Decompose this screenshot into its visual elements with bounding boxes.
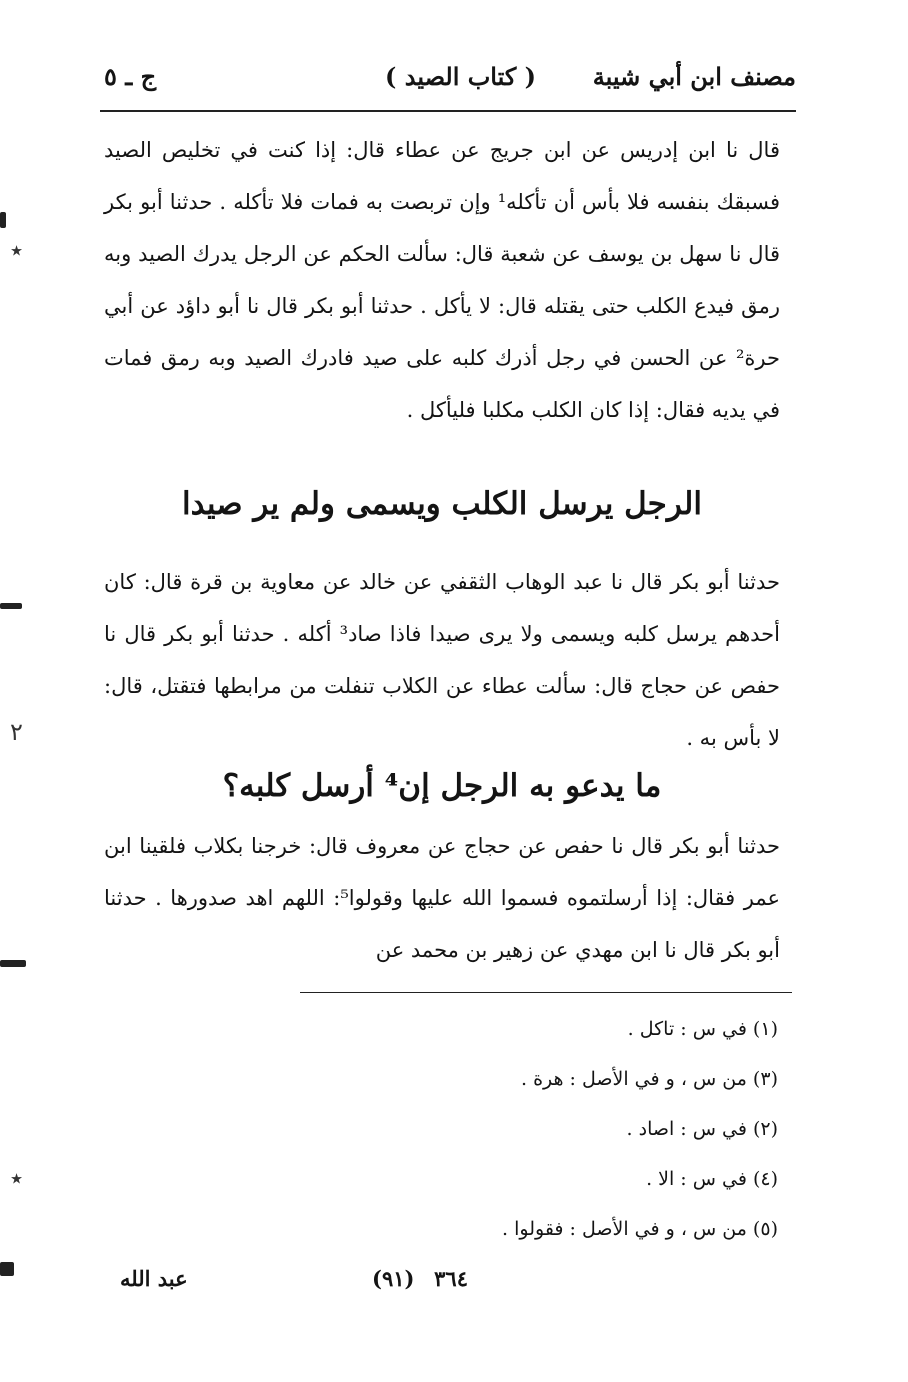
sheet-number: (٩١): [372, 1266, 415, 1291]
header-rule: [100, 110, 796, 112]
binding-mark: [0, 603, 22, 609]
footnote-rule: [300, 992, 792, 993]
binding-mark: [0, 1262, 14, 1276]
footnotes: [258, 1004, 778, 1254]
binding-mark: [0, 212, 6, 228]
signature-mark: عبد الله: [120, 1266, 188, 1291]
footnote-item: (٣) من س ، و في الأصل : هرة .: [520, 1068, 778, 1090]
book-title: مصنف ابن أبي شيبة: [592, 62, 796, 91]
volume-number: ج ـ ٥: [104, 62, 157, 91]
body-paragraph-3: حدثنا أبو بكر قال نا حفص عن حجاج عن معروف قال: خرجنا بكلاب فلقينا ابن عمر فقال: إذا أرسلتموه فسموا الله عليها وقولوا⁵: اللهم اهد صدورها . حدثنا أبو بكر قال نا ابن مهدي عن زهير بن محمد عن: [104, 834, 780, 962]
section-heading-2: ما يدعو به الرجل إن⁴ أرسل كلبه؟: [222, 768, 662, 804]
page-number: ٣٦٤: [434, 1266, 468, 1291]
section-heading-1: الرجل يرسل الكلب ويسمى ولم ير صيدا: [182, 486, 702, 522]
body-paragraph-2: حدثنا أبو بكر قال نا عبد الوهاب الثقفي عن خالد عن معاوية بن قرة قال: كان أحدهم يرسل كلبه ويسمى ولا يرى صيدا فاذا صاد³ أكله . حدثنا أبو بكر قال نا حفص عن حجاج قال: سألت عطاء عن الكلاب تنفلت من مرابطها فتقتل، قال: لا بأس به .: [104, 570, 780, 750]
margin-glyph: ٭: [10, 236, 24, 264]
margin-glyph: ٭: [10, 1164, 24, 1192]
footnote-item: (٥) من س ، و في الأصل : فقولوا .: [502, 1218, 778, 1240]
margin-glyph: ٢: [10, 718, 23, 746]
footnote-item: (٢) في س : اصاد .: [626, 1118, 778, 1140]
footnote-item: (٤) في س : الا .: [646, 1168, 778, 1190]
running-header: [96, 58, 796, 102]
chapter-title: ( كتاب الصيد ): [385, 62, 536, 91]
page-footer: [100, 1258, 800, 1308]
binding-mark: [0, 960, 26, 967]
body-paragraph-1: قال نا ابن إدريس عن ابن جريج عن عطاء قال: إذا كنت في تخليص الصيد فسبقك بنفسه فلا بأس أن تأكله¹ وإن تربصت به فمات فلا تأكله . حدثنا أبو بكر قال نا سهل بن يوسف عن شعبة قال: سألت الحكم عن الرجل يدرك الصيد وبه رمق فيدع الكلب حتى يقتله قال: لا يأكل . حدثنا أبو بكر قال نا أبو داؤد عن أبي حرة² عن الحسن في رجل أذرك كلبه على صيد فادرك الصيد وبه رمق فمات في يديه فقال: إذا كان الكلب مكلبا فليأكل .: [104, 138, 781, 422]
footnote-item: (١) في س : تاكل .: [627, 1018, 778, 1040]
